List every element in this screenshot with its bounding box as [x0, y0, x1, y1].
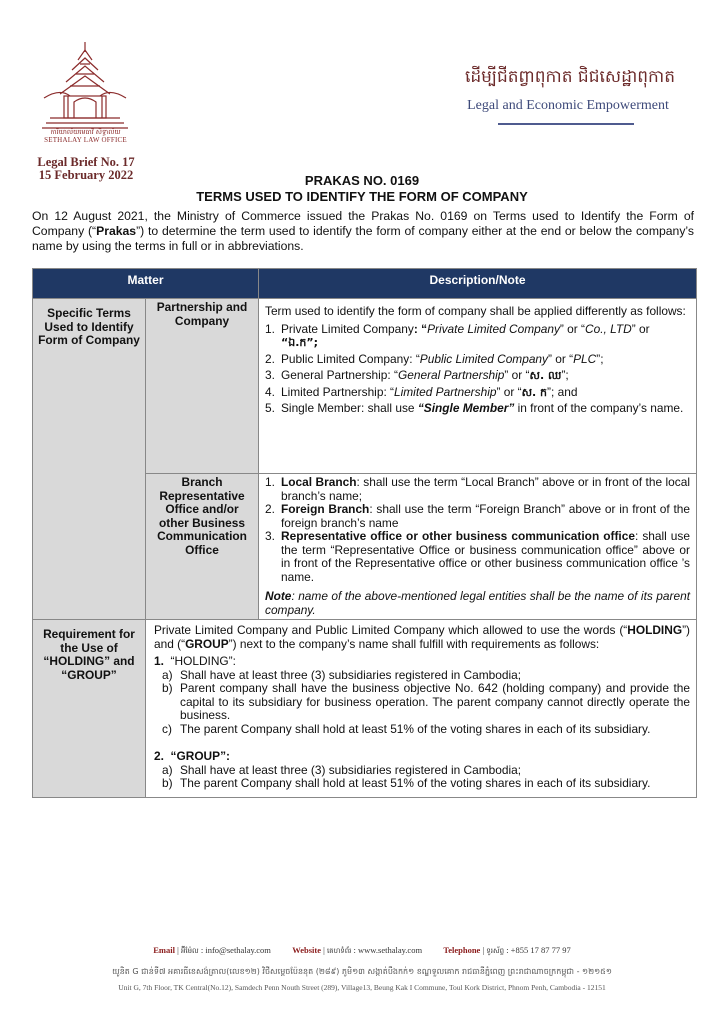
- list-item: [162, 723, 690, 737]
- term-full: Limited Partnership: [394, 384, 497, 399]
- holding-heading: [154, 655, 690, 669]
- document-title: PRAKAS NO. 0169: [304, 173, 420, 188]
- email-link[interactable]: : info@sethalay.com: [200, 945, 271, 955]
- website-link[interactable]: : www.sethalay.com: [353, 945, 423, 955]
- requirement-intro: [154, 624, 690, 651]
- email-label: Email: [153, 945, 175, 955]
- program-khmer-title: ដើម្បីជីតព្វាពុកាត ជិជសេដ្ឋាពុកាត: [464, 67, 676, 87]
- header-matter: Matter: [33, 269, 259, 299]
- description-branch: [259, 474, 697, 620]
- holding-word: HOLDING: [627, 623, 683, 637]
- list-item: [265, 353, 690, 367]
- branch-text: : shall use the term “Local Branch” above or in front of the local branch’s name;: [281, 475, 690, 503]
- list-letter: a): [162, 667, 173, 682]
- footer-address: Unit G, 7th Floor, TK Central(No.12), Samdech Penn Nouth Street (289), Village13, Beung Kak I Commune, Toul Kork District, Phnom Penh, Cambodia - 12151: [118, 983, 606, 992]
- list-number: 1.: [265, 475, 275, 489]
- term-full: General Partnership: [397, 368, 505, 382]
- footer-contacts: Email | អ៊ីម៉ែល : info@sethalay.com Website | គេហទំព័រ : www.sethalay.com Telephone | ទូរស័ព្ទ : +855 17 87 77 97: [153, 945, 571, 955]
- term-or: ” or “: [559, 321, 586, 336]
- intro-paragraph: [32, 209, 694, 254]
- intro-text: ”) next to the company’s name shall fulfill with requirements as follows:: [228, 636, 600, 651]
- list-letter: c): [162, 721, 172, 736]
- term-khmer: “ឯ.ក”;: [281, 336, 319, 349]
- branch-text: : shall use the term “Foreign Branch” above or in front of the foreign branch’s name: [281, 502, 690, 530]
- term-end: ”;: [596, 351, 604, 366]
- note-label: Note: [265, 589, 292, 603]
- list-text: The parent Company shall hold at least 51% of the voting shares in each of its subsidiary.: [180, 776, 651, 790]
- intro-text: ”) and (“: [154, 623, 690, 651]
- list-item: [162, 682, 690, 723]
- list-number: 2.: [265, 351, 275, 366]
- term-full: Public Limited Company: [419, 351, 548, 366]
- group-label: “GROUP”:: [170, 749, 230, 763]
- list-item: [265, 503, 690, 530]
- program-title: Legal and Economic Empowerment: [467, 98, 669, 113]
- matter-specific-terms: Specific Terms Used to Identify Form of Company: [33, 299, 146, 620]
- term-abbrev: Co., LTD: [585, 321, 632, 336]
- list-number: 1.: [265, 321, 275, 336]
- document-subtitle: TERMS USED TO IDENTIFY THE FORM OF COMPANY: [196, 189, 528, 204]
- list-number: 4.: [265, 384, 275, 399]
- logo-khmer-name: ការិយាល័យមេធាវី សិទ្ធាល័យ: [50, 128, 121, 136]
- term-abbrev: PLC: [573, 351, 597, 366]
- table-header-row: [33, 269, 697, 299]
- group-word: GROUP: [185, 636, 229, 651]
- divider: [498, 123, 634, 125]
- list-letter: a): [162, 762, 173, 777]
- list-number: 5.: [265, 401, 275, 415]
- brief-number: Legal Brief No. 17: [37, 155, 135, 169]
- branch-text: : shall use the term “Representative Office or business communication office” above or in front of the Representative office or other business communication office ’s name.: [281, 529, 690, 584]
- sub-partnership-company: Partnership and Company: [146, 299, 259, 474]
- term-name: Limited Partnership: “: [281, 384, 395, 399]
- list-number: 2.: [265, 502, 275, 516]
- list-text: The parent Company shall hold at least 51% of the voting shares in each of its subsidiary.: [180, 721, 651, 736]
- term-or: ” or “: [496, 384, 522, 399]
- website-label-khmer: គេហទំព័រ: [326, 947, 352, 955]
- term-full: Private Limited Company: [427, 321, 560, 336]
- table-row: [33, 299, 697, 474]
- list-letter: b): [162, 681, 173, 695]
- holding-label: “HOLDING”:: [170, 654, 236, 668]
- footer-address-khmer: យូនិត G ជាន់ទី៧ អគារធីខេសង់ត្រាល(លេខ១២) វិថីសម្ដេចប៉ែននុត (២៨៩) ភូមិ១៣ សង្កាត់បឹងកក់១ ខណ្ឌទួលគោក រាជធានីភ្នំពេញ ព្រះរាជាណាចក្រកម្ពុជា - ១២១៥១: [112, 967, 612, 976]
- list-item: [265, 530, 690, 584]
- term-end: in front of the company’s name.: [514, 401, 684, 415]
- intro-bold: Prakas: [96, 224, 137, 238]
- term-name: Single Member: shall use: [281, 401, 418, 415]
- description-lead: Term used to identify the form of company shall be applied differently as follows:: [265, 304, 686, 318]
- list-number: 2.: [154, 749, 164, 763]
- sub-branch-office: Branch Representative Office and/or other Business Communication Office: [146, 474, 259, 620]
- term-colon: : “: [413, 321, 428, 336]
- list-item: [265, 323, 690, 350]
- list-text: Parent company shall have the business objective No. 642 (holding company) and provide the capital to its subsidiary for business operation. The parent company cannot directly operate the business.: [180, 681, 690, 722]
- list-item: [265, 402, 690, 416]
- list-item: [265, 476, 690, 503]
- term-or: ” or “: [548, 351, 574, 366]
- intro-text: ”) to determine the term used to identify the form of company either at the end or below the company’s name by using the terms in full or in abbreviations.: [32, 224, 694, 253]
- list-item: [265, 369, 690, 383]
- list-text: Shall have at least three (3) subsidiaries registered in Cambodia;: [180, 667, 522, 682]
- telephone-label-khmer: ទូរស័ព្ទ: [486, 947, 505, 955]
- telephone-number: : +855 17 87 77 97: [506, 945, 571, 955]
- intro-text: On 12 August 2021, the Ministry of Commerce issued the Prakas No. 0169 on Terms used to Identify the Form of Company (“: [32, 209, 694, 238]
- list-item: [162, 777, 690, 791]
- term-name: Public Limited Company: “: [281, 351, 420, 366]
- term-or: ” or “: [504, 368, 530, 382]
- telephone-label: Telephone: [443, 945, 481, 955]
- note-text: : name of the above-mentioned legal entities shall be the name of its parent company.: [265, 589, 690, 617]
- matter-holding-group: Requirement for the Use of “HOLDING” and “GROUP”: [33, 620, 146, 798]
- website-label: Website: [292, 945, 321, 955]
- intro-text: Private Limited Company and Public Limited Company which allowed to use the words (“: [154, 623, 628, 637]
- branch-type: Foreign Branch: [281, 502, 370, 516]
- table-row: [33, 620, 697, 798]
- list-item: [162, 669, 690, 683]
- term-end: ”; and: [547, 384, 578, 399]
- term-end: ”;: [561, 368, 569, 382]
- list-letter: b): [162, 776, 173, 790]
- logo-name: SETHALAY LAW OFFICE: [44, 136, 127, 144]
- email-label-khmer: អ៊ីម៉ែល: [180, 947, 199, 955]
- term-khmer: ស. ឈ: [529, 369, 562, 382]
- term-full: “Single Member”: [417, 401, 515, 415]
- list-item: [162, 764, 690, 778]
- term-name: General Partnership: “: [281, 368, 398, 382]
- description-holding-group: [146, 620, 697, 798]
- brief-date: 15 February 2022: [38, 168, 134, 182]
- note: [265, 590, 690, 617]
- description-partnership: [259, 299, 697, 474]
- list-number: 3.: [265, 529, 275, 543]
- header-description: Description/Note: [259, 269, 697, 299]
- terms-table: [32, 268, 697, 798]
- branch-type: Local Branch: [281, 475, 357, 489]
- term-name: Private Limited Company: [281, 321, 414, 336]
- list-number: 1.: [154, 654, 164, 668]
- list-number: 3.: [265, 368, 275, 382]
- branch-type: Representative office or other business communication office: [281, 529, 635, 543]
- group-heading: [154, 750, 690, 764]
- list-text: Shall have at least three (3) subsidiaries registered in Cambodia;: [180, 762, 522, 777]
- term-or: ” or: [631, 321, 650, 336]
- list-item: [265, 386, 690, 400]
- term-khmer: ស. ក: [521, 385, 548, 399]
